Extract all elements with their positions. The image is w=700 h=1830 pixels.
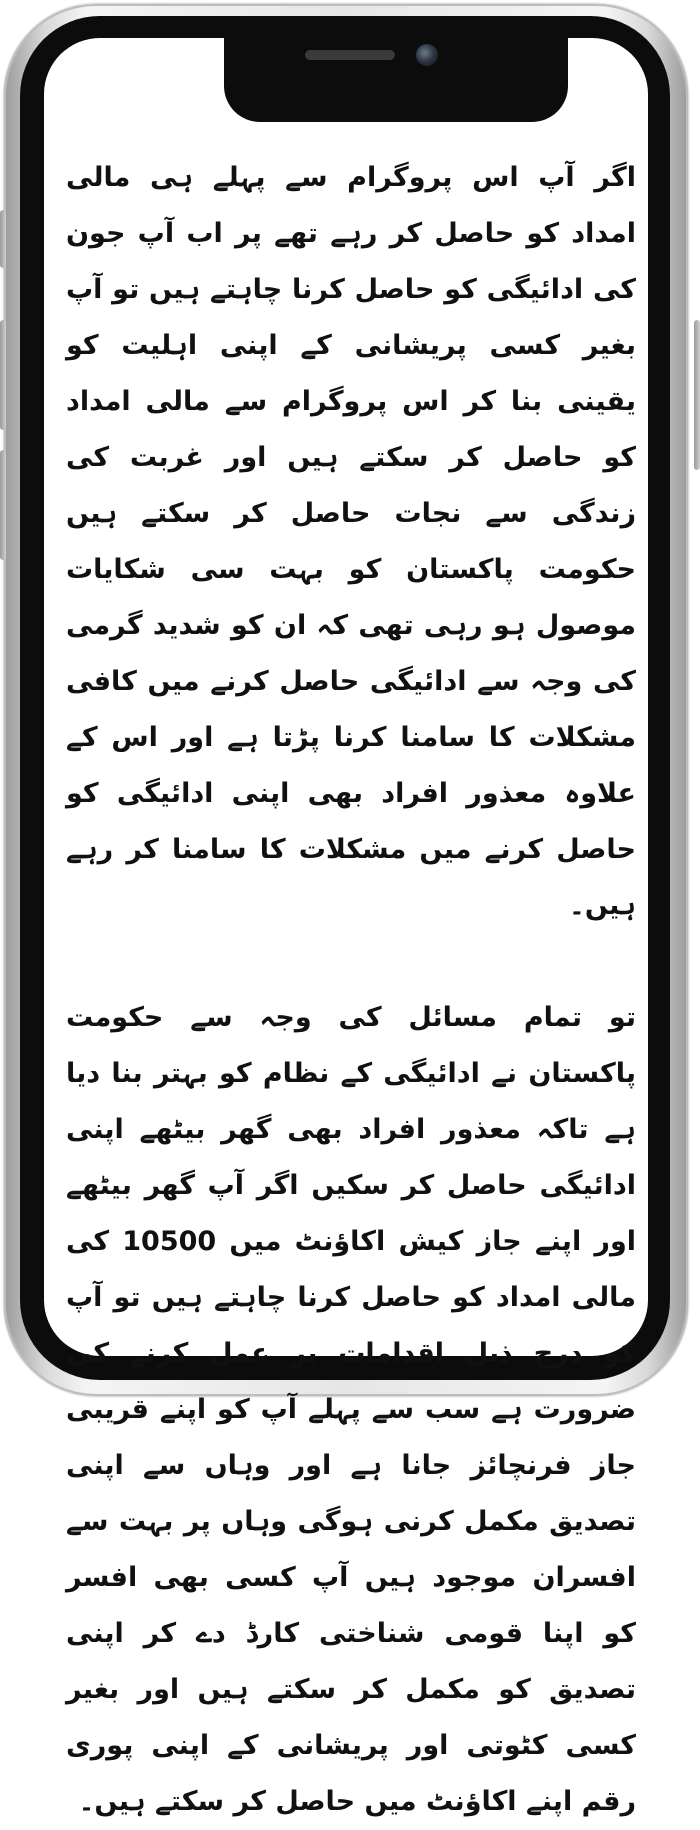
volume-up-button [0,320,6,430]
mute-switch [0,210,6,268]
power-button [694,320,700,470]
paragraph-1: اگر آپ اس پروگرام سے پہلے ہی مالی امداد کو حاصل کر رہے تھے پر اب آپ جون کی ادائیگی کو حاصل کرنا چاہتے ہیں تو آپ بغیر کسی پریشانی کے اپنی اہلیت کو یقینی بنا کر اس پروگرام سے مالی امداد کو حاصل کر سکتے ہیں اور غربت کی زندگی سے نجات حاصل کر سکتے ہیں حکومت پاکستان کو بہت سی شکایات موصول ہو رہی تھی کہ ان کو شدید گرمی کی وجہ سے ادائیگی حاصل کرنے میں کافی مشکلات کا سامنا کرنا پڑتا ہے اور اس کے علاوہ معذور افراد بھی اپنی ادائیگی کو حاصل کرنے میں مشکلات کا سامنا کر رہے ہیں۔ [66,162,636,921]
front-camera-icon [416,44,438,66]
paragraph-spacer [66,934,636,990]
volume-down-button [0,450,6,560]
speaker-grille [305,50,395,60]
paragraph-2: تو تمام مسائل کی وجہ سے حکومت پاکستان نے ادائیگی کے نظام کو بہتر بنا دیا ہے تاکہ معذور افراد بھی گھر بیٹھے اپنی ادائیگی حاصل کر سکیں اگر آپ گھر بیٹھے اور اپنے جاز کیش اکاؤنٹ میں 10500 کی مالی امداد کو حاصل کرنا چاہتے ہیں تو آپ کو درج ذیل اقدامات پر عمل کرنے کی ضرورت ہے سب سے پہلے آپ کو اپنے قریبی جاز فرنچائز جانا ہے اور وہاں سے اپنی تصدیق مکمل کرنی ہوگی وہاں پر بہت سے افسران موجود ہیں آپ کسی بھی افسر کو اپنا قومی شناختی کارڈ دے کر اپنی تصدیق کو مکمل کر سکتے ہیں اور بغیر کسی کٹوتی اور پریشانی کے اپنی پوری رقم اپنے اکاؤنٹ میں حاصل کر سکتے ہیں۔ [66,1002,636,1817]
phone-notch [224,38,568,122]
article-body [66,150,636,1830]
